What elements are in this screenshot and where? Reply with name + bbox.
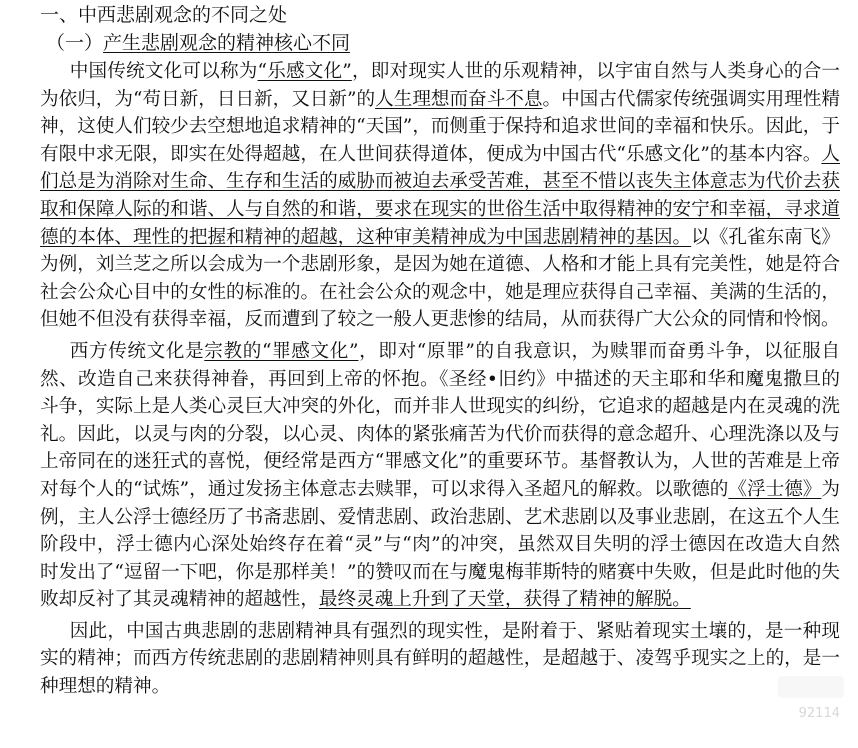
watermark-badge: [778, 676, 844, 698]
paragraph-chinese-culture: [40, 58, 840, 334]
text-run: 以《孔雀东南飞》为例，刘兰芝之所以会成为一个悲剧形象，是因为她在道德、人格和才能上具有完美性，她是符合社会公众心目中的女性的标准的。在社会公众的观念中，她是理应获得自己幸福、美满的生活的，但她不但没有获得幸福，反而遭到了较之一般人更悲惨的结局，从而获得广大公众的同情和怜悯。: [40, 226, 840, 331]
text-run: 为例，主人公浮士德经历了书斋悲剧、爱情悲剧、政治悲剧、艺术悲剧以及事业悲剧，在这五个人生阶段中，浮士德内心深处始终存在着“灵”与“肉”的冲突，虽然双目失明的浮士德因在改造大自然时发出了“逗留一下吧，你是那样美！”的赞叹而在与魔鬼梅菲斯特的赌赛中失败，但是此时他的失败却反衬了其灵魂精神的超越性，: [40, 478, 840, 611]
subsection-title: 产生悲剧观念的精神核心不同: [103, 32, 351, 54]
underlined-phrase: 宗教的“罪感文化”: [204, 340, 359, 362]
underlined-phrase: “乐感文化”: [257, 61, 352, 82]
subsection-heading: [46, 31, 350, 55]
underlined-phrase: 人生理想而奋斗不息: [375, 88, 543, 110]
subsection-number: （一）: [46, 32, 104, 54]
text-run: ，即对现实人世的乐观精神，以宇宙自然与人类身心的合一为依归，为“苟日新，日日新，又日新”的: [40, 61, 840, 110]
text-run: ，即对“原罪”的自我意识，为赎罪而奋勇斗争，以征服自然、改造自己来获得神眷，再回到上帝的怀抱。《圣经•旧约》中描述的天主耶和华和魔鬼撒旦的斗争，实际上是人类心灵巨大冲突的外化，而并非人世现实的纠纷，它追求的超越是内在灵魂的洗礼。因此，以灵与肉的分裂，以心灵、肉体的紧张痛苦为代价而获得的意念超升、心理洗涤以及与上帝同在的迷狂式的喜悦，便经常是西方“罪感文化”的重要环节。基督教认为，人世的苦难是上帝对每个人的“试炼”，通过发扬主体意志去赎罪，可以求得入圣超凡的解救。以歌德的: [40, 340, 840, 500]
text-run: 因此，中国古典悲剧的悲剧精神具有强烈的现实性，是附着于、紧贴着现实土壤的，是一种现实的精神；而西方传统悲剧的悲剧精神则具有鲜明的超越性，是超越于、凌驾乎现实之上的，是一种理想的精神。: [40, 620, 840, 698]
text-run: 中国传统文化可以称为: [69, 61, 258, 82]
underlined-phrase: 《浮士德》: [728, 478, 822, 500]
document-body: [40, 58, 840, 701]
underlined-phrase: 最终灵魂上升到了天堂，获得了精神的解脱。: [318, 589, 691, 611]
underlined-passage: 人们总是为消除对生命、生存和生活的威胁而被迫去承受苦难，甚至不惜以丧失主体意志为代价去获取和保障人际的和谐、人与自然的和谐，要求在现实的世俗生活中取得精神的安宁和幸福，寻求道德的本体、理性的把握和精神的超越，这种审美精神成为中国悲剧精神的基因。: [40, 143, 840, 248]
paragraph-conclusion: [40, 618, 840, 701]
text-run: 西方传统文化是: [69, 340, 205, 362]
paragraph-western-culture: [40, 338, 840, 614]
section-heading: 一、中西悲剧观念的不同之处: [40, 4, 288, 26]
watermark-text: 92114: [798, 706, 840, 721]
text-run: 。中国古代儒家传统强调实用理性精神，这使人们较少去空想地追求精神的“天国”，而侧重于保持和追求世间的幸福和快乐。因此，于有限中求无限，即实在处得超越，在人世间获得道体，便成为中国古代“乐感文化”的基本内容。: [40, 88, 840, 165]
